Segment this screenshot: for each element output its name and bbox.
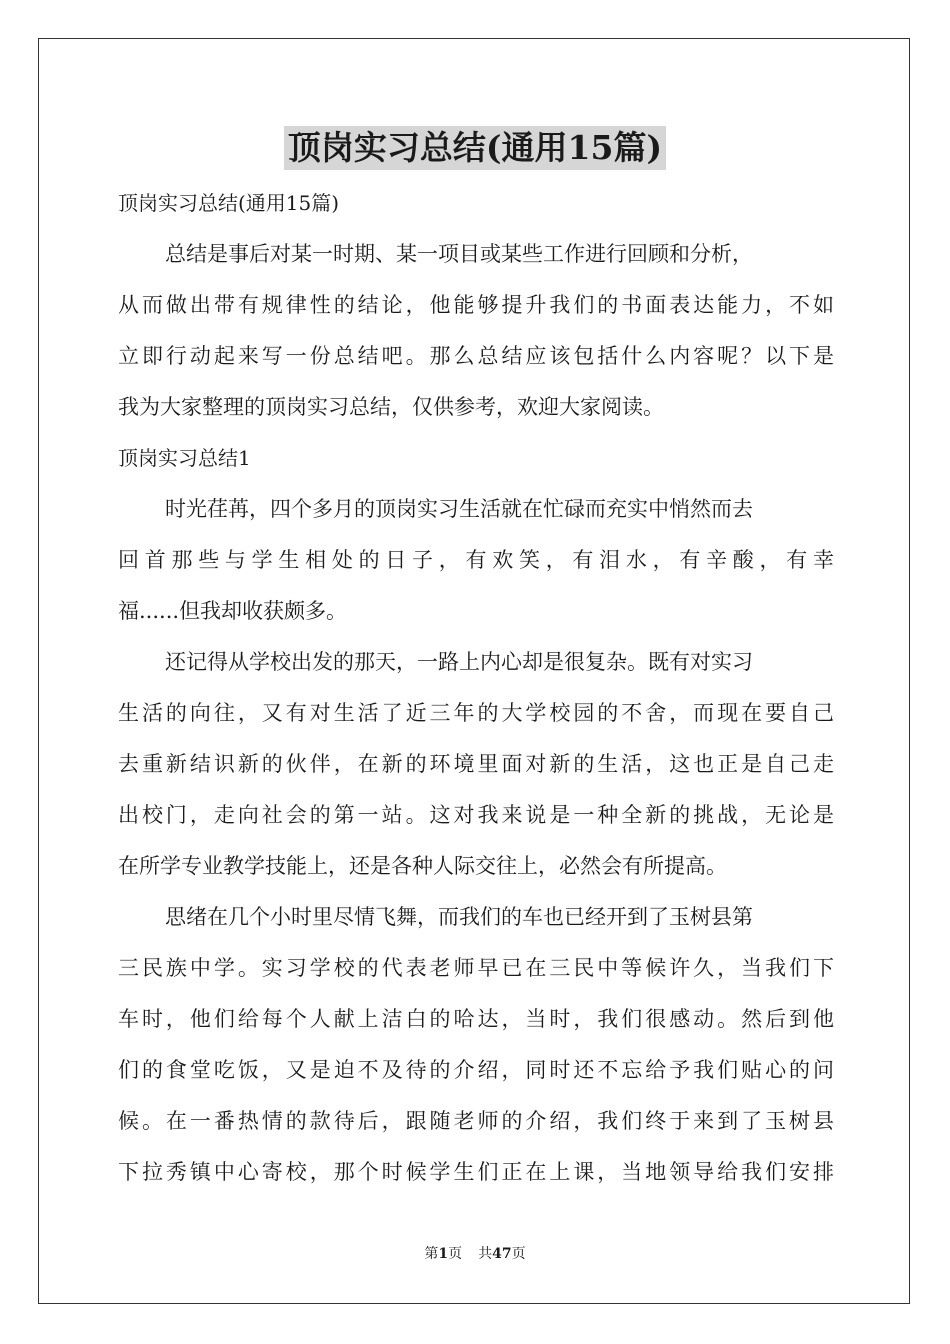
para3-line-5: 候。在一番热情的款待后，跟随老师的介绍，我们终于来到了玉树县	[118, 1109, 834, 1133]
para1-line-3: 福......但我却收获颇多。	[118, 599, 348, 623]
document-body	[118, 178, 834, 1198]
intro-line-1: 总结是事后对某一时期、某一项目或某些工作进行回顾和分析，	[165, 242, 753, 266]
para1-line-2: 回首那些与学生相处的日子，有欢笑，有泪水，有辛酸，有幸	[118, 548, 834, 572]
title-container	[0, 126, 950, 170]
para2-line-1: 还记得从学校出发的那天，一路上内心却是很复杂。既有对实习	[165, 650, 753, 674]
footer-page-suffix: 页	[448, 1246, 463, 1262]
para3-line-4: 们的食堂吃饭，又是迫不及待的介绍，同时还不忘给予我们贴心的问	[118, 1058, 834, 1082]
footer-page-prefix: 第	[424, 1246, 439, 1262]
document-title: 顶岗实习总结(通用15篇)	[284, 126, 666, 170]
document-subtitle: 顶岗实习总结(通用15篇)	[118, 191, 340, 215]
para3-line-6: 下拉秀镇中心寄校，那个时候学生们正在上课，当地领导给我们安排	[118, 1160, 834, 1184]
para2-line-2: 生活的向往，又有对生活了近三年的大学校园的不舍，而现在要自己	[118, 701, 834, 725]
para3-line-3: 车时，他们给每个人献上洁白的哈达，当时，我们很感动。然后到他	[118, 1007, 834, 1031]
intro-line-3: 立即行动起来写一份总结吧。那么总结应该包括什么内容呢？以下是	[118, 344, 834, 368]
intro-line-4: 我为大家整理的顶岗实习总结，仅供参考，欢迎大家阅读。	[118, 395, 664, 419]
footer-total-pages: 47	[492, 1246, 512, 1262]
intro-line-2: 从而做出带有规律性的结论，他能够提升我们的书面表达能力，不如	[118, 293, 834, 317]
para2-line-5: 在所学专业教学技能上，还是各种人际交往上，必然会有所提高。	[118, 854, 727, 878]
para2-line-3: 去重新结识新的伙伴，在新的环境里面对新的生活，这也正是自己走	[118, 752, 834, 776]
footer-total-prefix: 共	[478, 1246, 493, 1262]
para3-line-2: 三民族中学。实习学校的代表老师早已在三民中等候许久，当我们下	[118, 956, 834, 980]
para3-line-1: 思绪在几个小时里尽情飞舞，而我们的车也已经开到了玉树县第	[165, 905, 753, 929]
section-heading: 顶岗实习总结1	[118, 446, 251, 470]
para1-line-1: 时光荏苒，四个多月的顶岗实习生活就在忙碌而充实中悄然而去	[165, 497, 753, 521]
page-footer	[0, 1244, 950, 1264]
para2-line-4: 出校门，走向社会的第一站。这对我来说是一种全新的挑战，无论是	[118, 803, 834, 827]
footer-total-suffix: 页	[511, 1246, 526, 1262]
footer-page-number: 1	[438, 1246, 449, 1262]
